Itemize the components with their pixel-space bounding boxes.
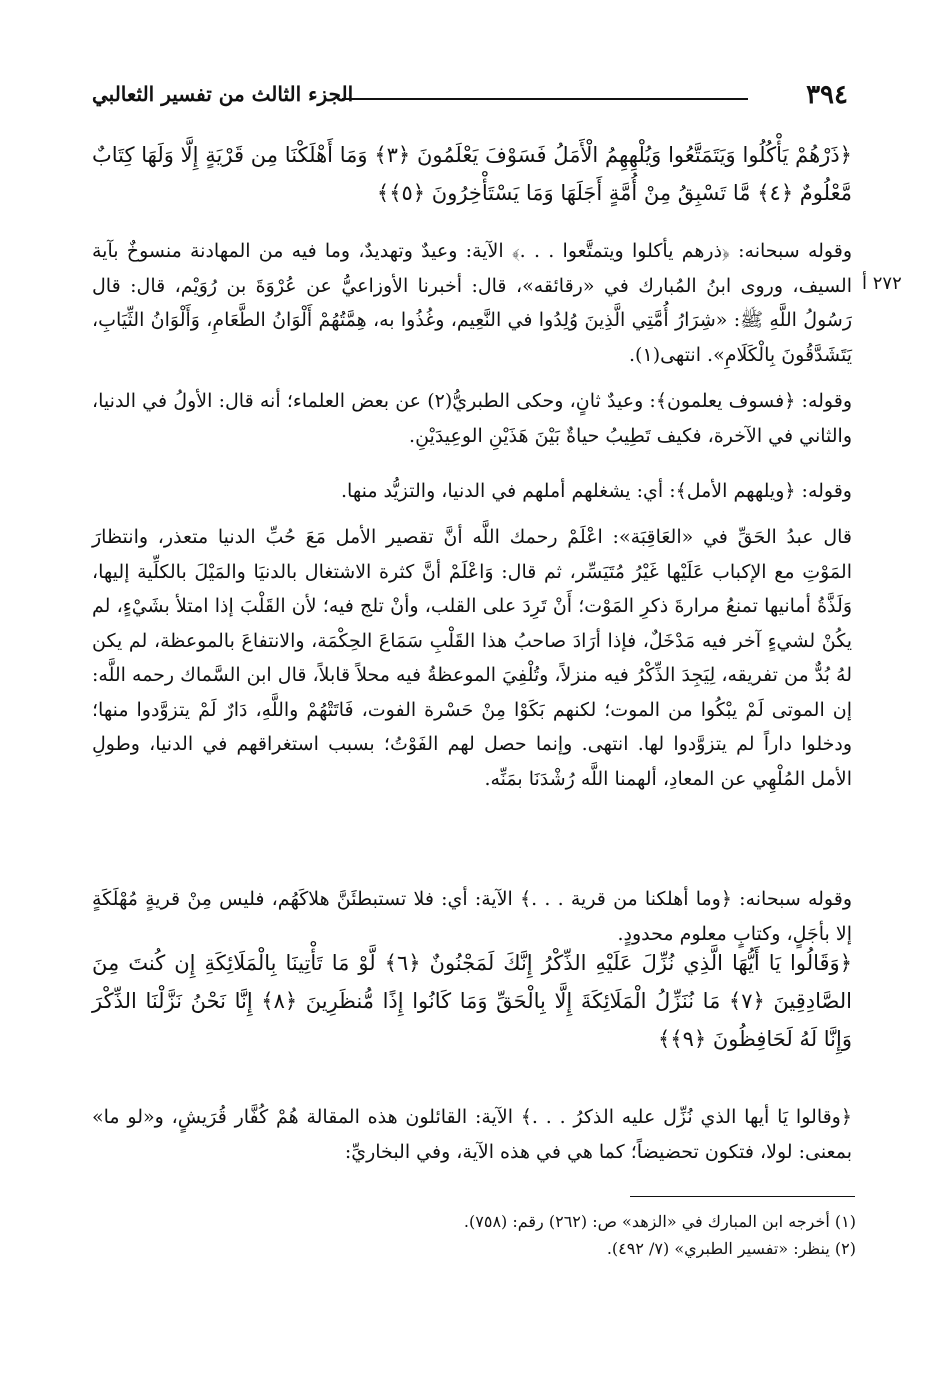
paragraph-3: وقوله: ﴿ويلههم الأمل﴾: أي: يشغلهم أملهم في الدنيا، والتزيُّد منها. — [341, 480, 852, 502]
page-header — [92, 80, 848, 114]
quran-verses-block-1: ﴿ذَرْهُمْ يَأْكُلُوا وَيَتَمَتَّعُوا وَيُلْهِهِمُ الْأَمَلُ فَسَوْفَ يَعْلَمُونَ ﴿٣﴾ وَمَا أَهْلَكْنَا مِن قَرْيَةٍ إِلَّا وَلَهَا كِتَابٌ مَّعْلُومٌ ﴿٤﴾ مَّا تَسْبِقُ مِنْ أُمَّةٍ أَجَلَهَا وَمَا يَسْتَأْخِرُونَ ﴿٥﴾﴾ — [92, 143, 852, 205]
page-number: ٣٩٤ — [806, 80, 848, 110]
paragraph-2: وقوله: ﴿فسوف يعلمون﴾: وعيدٌ ثانٍ، وحكى الطبريُّ(٢) عن بعض العلماء؛ أنه قال: الأولُ في الدنيا، والثاني في الآخرة، فكيف تَطِيبُ حياةٌ بَيْنَ هَذَيْنِ الوعِيدَيْنِ. — [92, 390, 852, 447]
margin-manuscript-reference: ٢٧٢ أ — [862, 273, 902, 294]
paragraph-6: ﴿وقالوا يَا أيها الذي نُزِّل عليه الذكرُ . . .﴾ الآية: القائلون هذه المقالة هُمْ كُفَّار قُرَيشٍ، و«لو ما» بمعنى: لولا، فتكون تحضيضاً؛ كما هي في هذه الآية، وفي البخاريِّ: — [92, 1106, 852, 1163]
running-title: الجزء الثالث من تفسير الثعالبي — [92, 82, 354, 106]
footnote-separator — [630, 1196, 855, 1197]
header-rule — [342, 98, 748, 100]
paragraph-4: قال عبدُ الحَقِّ في «العَاقِبَة»: اعْلَمْ رحمك اللَّه أنَّ تقصير الأمل مَعَ حُبِّ الدنيا متعذر، وانتظارَ المَوْتِ مع الإكباب عَلَيْها غَيْرُ مُتَيَسِّر، ثم قال: وَاعْلَمْ أنَّ كثرة الاشتغال بالدنيَا والمَيْلَ بالكلِّية إليها، وَلَذَّةُ أمانيها تمنعُ مرارةَ ذكرِ المَوْت؛ أَنْ تَرِدَ على القلب، وأنْ تلج فيه؛ لأن القَلْبَ إذا امتلأ بشَيْءٍ، لم يكُنْ لشيءٍ آخر فيه مَدْخَلٌ، فإذا أرَادَ صاحبُ هذا القَلْبِ سَمَاعَ الحِكْمَة، والانتفاعَ بالموعظة، لم يكن لهُ بُدٌّ من تفريقه، لِيَجِدَ الذِّكْرُ فيه منزلاً، وتُلْفِيَ الموعظةُ فيه محلاً قابلاً، قال ابن السَّماك رحمه اللَّه: إن الموتى لَمْ يبْكُوا من الموت؛ لكنهم بَكَوْا مِنْ حَسْرة الفوت، فَاتَتْهُمْ واللَّهِ، دَارٌ لَمْ يتزوَّدوا منها؛ ودخلوا داراً لم يتزوَّدوا لها. انتهى. وإنما حصل لهم الفَوْتُ؛ بسبب استغراقهم في الدنيا، وطولِ الأمل المُلْهِي عن المعادِ، ألهمنا اللَّه رُشْدَنَا بمَنِّه. — [92, 526, 852, 790]
paragraph-1: وقوله سبحانه: ﴿ذرهم يأكلوا ويتمتَّعوا . . .﴾ الآية: وعيدٌ وتهديدٌ، وما فيه من المهادنة منسوخٌ بآية السيف، وروى ابنُ المُبارك في «رقائقه»، قال: أخبرنا الأوزاعيُّ عن عُرْوَةَ بن رُوَيْم، قال: قال رَسُولُ اللَّهِ ﷺ: «شِرَارُ أُمَّتِي الَّذِينَ وُلِدُوا في النَّعِيم، وغُذُوا به، هِمَّتُهُمْ أَلْوَانُ الطَّعَامِ، وَأَلْوَانُ الثِّيَابِ، يَتَشَدَّقُونَ بِالْكَلَامِ». انتهى(١). — [92, 240, 852, 366]
footnote-1: (١) أخرجه ابن المبارك في «الزهد» ص: (٢٦٢) رقم: (٧٥٨). — [463, 1212, 856, 1231]
quran-verses-block-2: ﴿وَقَالُوا يَا أَيُّهَا الَّذِي نُزِّلَ عَلَيْهِ الذِّكْرُ إِنَّكَ لَمَجْنُونٌ ﴿٦﴾ لَّوْ مَا تَأْتِينَا بِالْمَلَائِكَةِ إِن كُنتَ مِنَ الصَّادِقِينَ ﴿٧﴾ مَا نُنَزِّلُ الْمَلَائِكَةَ إِلَّا بِالْحَقِّ وَمَا كَانُوا إِذًا مُّنظَرِينَ ﴿٨﴾ إِنَّا نَحْنُ نَزَّلْنَا الذِّكْرَ وَإِنَّا لَهُ لَحَافِظُونَ ﴿٩﴾﴾ — [92, 951, 853, 1051]
paragraph-5: وقوله سبحانه: ﴿وما أهلكنا من قرية . . .﴾ الآية: أي: فلا تستبطئَنَّ هلاكَهُم، فليس مِنْ قريةٍ مُهْلَكَةٍ إلا بأجَلٍ، وكتابٍ معلوم محدودٍ. — [92, 888, 852, 945]
footnotes — [92, 1208, 856, 1262]
footnote-2: (٢) ينظر: «تفسير الطبري» (٧/ ٤٩٢). — [606, 1239, 856, 1258]
